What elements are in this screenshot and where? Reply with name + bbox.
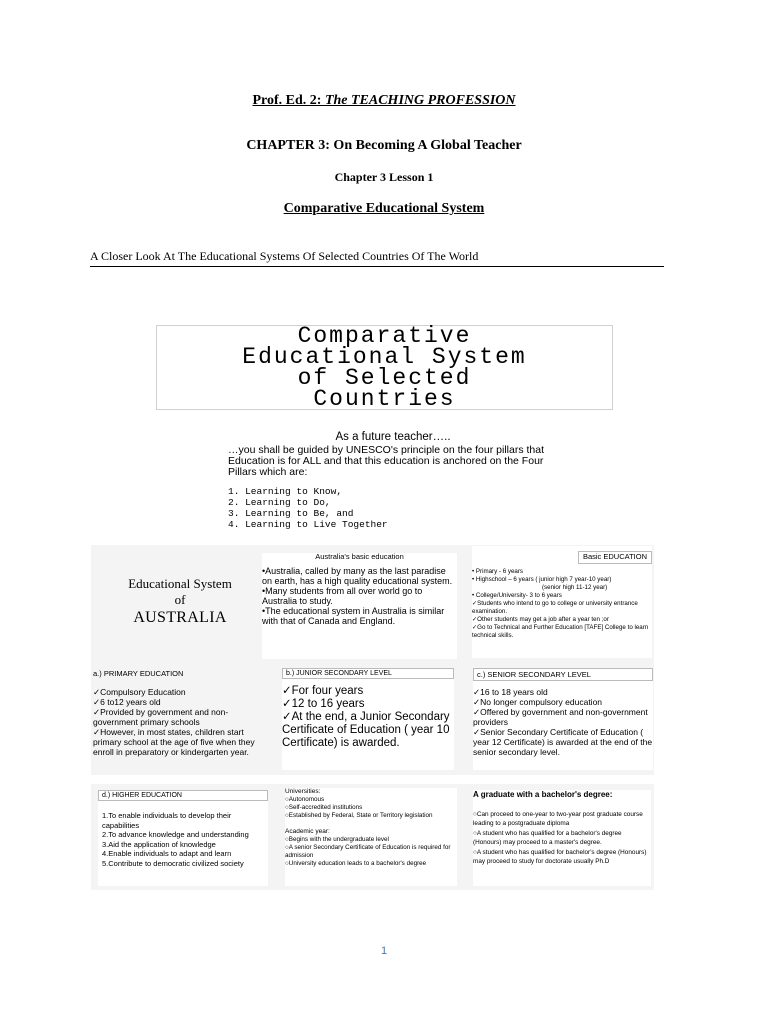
pillars-heading: As a future teacher….. xyxy=(335,431,451,443)
higher-list xyxy=(98,811,268,868)
list-item: ○A senior Secondary Certificate of Education is required for admission xyxy=(285,844,451,859)
graduate-list xyxy=(473,811,651,866)
list-item: ✓Students who intend to go to college or university entrance examination. xyxy=(472,600,638,615)
list-item: 4.Enable individuals to adapt and learn xyxy=(102,849,232,858)
chapter-title: CHAPTER 3: On Becoming A Global Teacher xyxy=(246,138,522,153)
senior-secondary-box xyxy=(473,668,653,770)
primary-education-box xyxy=(93,670,273,770)
basic-education-box xyxy=(262,553,457,659)
intro-text: A Closer Look At The Educational Systems Of Selected Countries Of The World xyxy=(90,249,479,263)
senior-list xyxy=(473,687,653,757)
primary-heading: a.) PRIMARY EDUCATION xyxy=(93,669,184,678)
basic-edu-list xyxy=(472,568,652,640)
basic-education-list xyxy=(262,566,457,626)
list-item: 4. Learning to Live Together xyxy=(228,519,388,530)
australia-title-main: AUSTRALIA xyxy=(133,609,227,626)
banner-line: Comparative xyxy=(297,323,472,349)
list-item: ✓Other students may get a job after a year ten ;or xyxy=(472,616,609,623)
list-item: (senior high 11-12 year) xyxy=(542,584,608,591)
junior-secondary-box xyxy=(282,668,454,770)
list-item: •The educational system in Australia is similar with that of Canada and England. xyxy=(262,605,445,626)
higher-heading: d.) HIGHER EDUCATION xyxy=(98,790,268,801)
list-item: 3. Learning to Be, and xyxy=(228,508,354,519)
list-item: 1. Learning to Know, xyxy=(228,486,343,497)
list-item: ✓At the end, a Junior Secondary Certificate of Education ( year 10 Certificate) is awarded. xyxy=(282,711,450,749)
universities-heading: Universities: xyxy=(285,788,321,795)
academic-year-heading: Academic year: xyxy=(285,828,330,835)
banner-line: Educational System xyxy=(242,344,527,370)
list-item: 5.Contribute to democratic civilized society xyxy=(102,858,244,868)
list-item: ✓No longer compulsory education xyxy=(473,697,603,707)
banner-line: Countries xyxy=(313,386,456,412)
list-item: ✓16 to 18 years old xyxy=(473,687,548,697)
list-item: ○Begins with the undergraduate level xyxy=(285,836,389,843)
basic-edu-heading: Basic EDUCATION xyxy=(578,551,652,564)
list-item: ○Autonomous xyxy=(285,796,325,803)
list-item: ○Established by Federal, State or Territory legislation xyxy=(285,812,433,819)
list-item: ✓Senior Secondary Certificate of Education ( year 12 Certificate) is awarded at the end of the senior secondary level. xyxy=(473,727,653,757)
list-item: •Many students from all over world go to Australia to study. xyxy=(262,585,423,606)
australia-title-line: of xyxy=(174,592,186,607)
list-item: ✓6 to12 years old xyxy=(93,696,161,707)
list-item: ✓Go to Technical and Further Education [TAFE] College to learn technical skills. xyxy=(472,624,649,639)
pillars-list xyxy=(228,486,558,530)
list-item: ✓Offered by government and non-government providers xyxy=(473,707,648,727)
list-item: •Australia, called by many as the last paradise on earth, has a high quality educational system. xyxy=(262,565,453,586)
australia-title-line: Educational System xyxy=(128,576,232,591)
list-item: ✓Compulsory Education xyxy=(93,686,186,697)
senior-heading: c.) SENIOR SECONDARY LEVEL xyxy=(473,668,653,681)
course-title-italic: The TEACHING PROFESSION xyxy=(324,93,516,108)
divider xyxy=(90,266,664,267)
junior-list xyxy=(282,685,454,750)
banner-image xyxy=(156,325,613,410)
graduate-box xyxy=(473,790,651,886)
list-item: 1.To enable individuals to develop their capabilities xyxy=(102,811,232,830)
primary-list xyxy=(93,687,273,757)
list-item: ✓Provided by government and non-government primary schools xyxy=(93,706,229,727)
junior-heading: b.) JUNIOR SECONDARY LEVEL xyxy=(282,668,454,679)
list-item: ○University education leads to a bachelor's degree xyxy=(285,860,427,867)
lesson-title: Chapter 3 Lesson 1 xyxy=(334,170,434,184)
topic-title: Comparative Educational System xyxy=(283,201,485,216)
list-item: • Primary - 6 years xyxy=(472,568,523,575)
australia-title xyxy=(110,576,250,628)
list-item: ○Can proceed to one-year to two-year post graduate course leading to a postgraduate diploma xyxy=(473,811,643,827)
list-item: 2.To advance knowledge and understanding xyxy=(102,830,249,839)
graduate-heading: A graduate with a bachelor's degree: xyxy=(473,790,613,799)
academic-year-list xyxy=(285,836,457,868)
list-item: ✓However, in most states, children start primary school at the age of five when they enroll in preparatory or kindergarten year. xyxy=(93,726,255,757)
basic-education-heading: Australia's basic education xyxy=(315,552,404,561)
course-title: Prof. Ed. 2: The TEACHING PROFESSION xyxy=(252,93,516,108)
banner-line: of Selected xyxy=(297,365,472,391)
list-item: ✓For four years xyxy=(282,685,364,697)
list-item: 3.Aid the application of knowledge xyxy=(102,839,216,849)
higher-education-box xyxy=(98,790,268,886)
list-item: ○A student who has qualified for a bachelor's degree (Honours) may proceed to a master's degree. xyxy=(473,830,622,846)
pillars-slide xyxy=(228,432,558,530)
list-item: 2. Learning to Do, xyxy=(228,497,331,508)
list-item: ○A student who has qualified for bachelor's degree (Honours) may proceed to study for doctorate usually Ph.D xyxy=(473,849,647,865)
basic-edu-structure-box xyxy=(472,546,652,658)
list-item: • Highschool – 6 years ( junior high 7 year-10 year) xyxy=(472,576,612,583)
pillars-text: …you shall be guided by UNESCO's principle on the four pillars that Education is for ALL and that this education is anchored on the Four Pillars which are: xyxy=(228,444,544,478)
universities-list xyxy=(285,796,457,820)
universities-box xyxy=(285,788,457,886)
list-item: ✓12 to 16 years xyxy=(282,698,365,710)
list-item: ○Self-accredited institutions xyxy=(285,804,363,811)
list-item: • College/University- 3 to 6 years xyxy=(472,592,562,599)
page-number: 1 xyxy=(380,945,388,957)
